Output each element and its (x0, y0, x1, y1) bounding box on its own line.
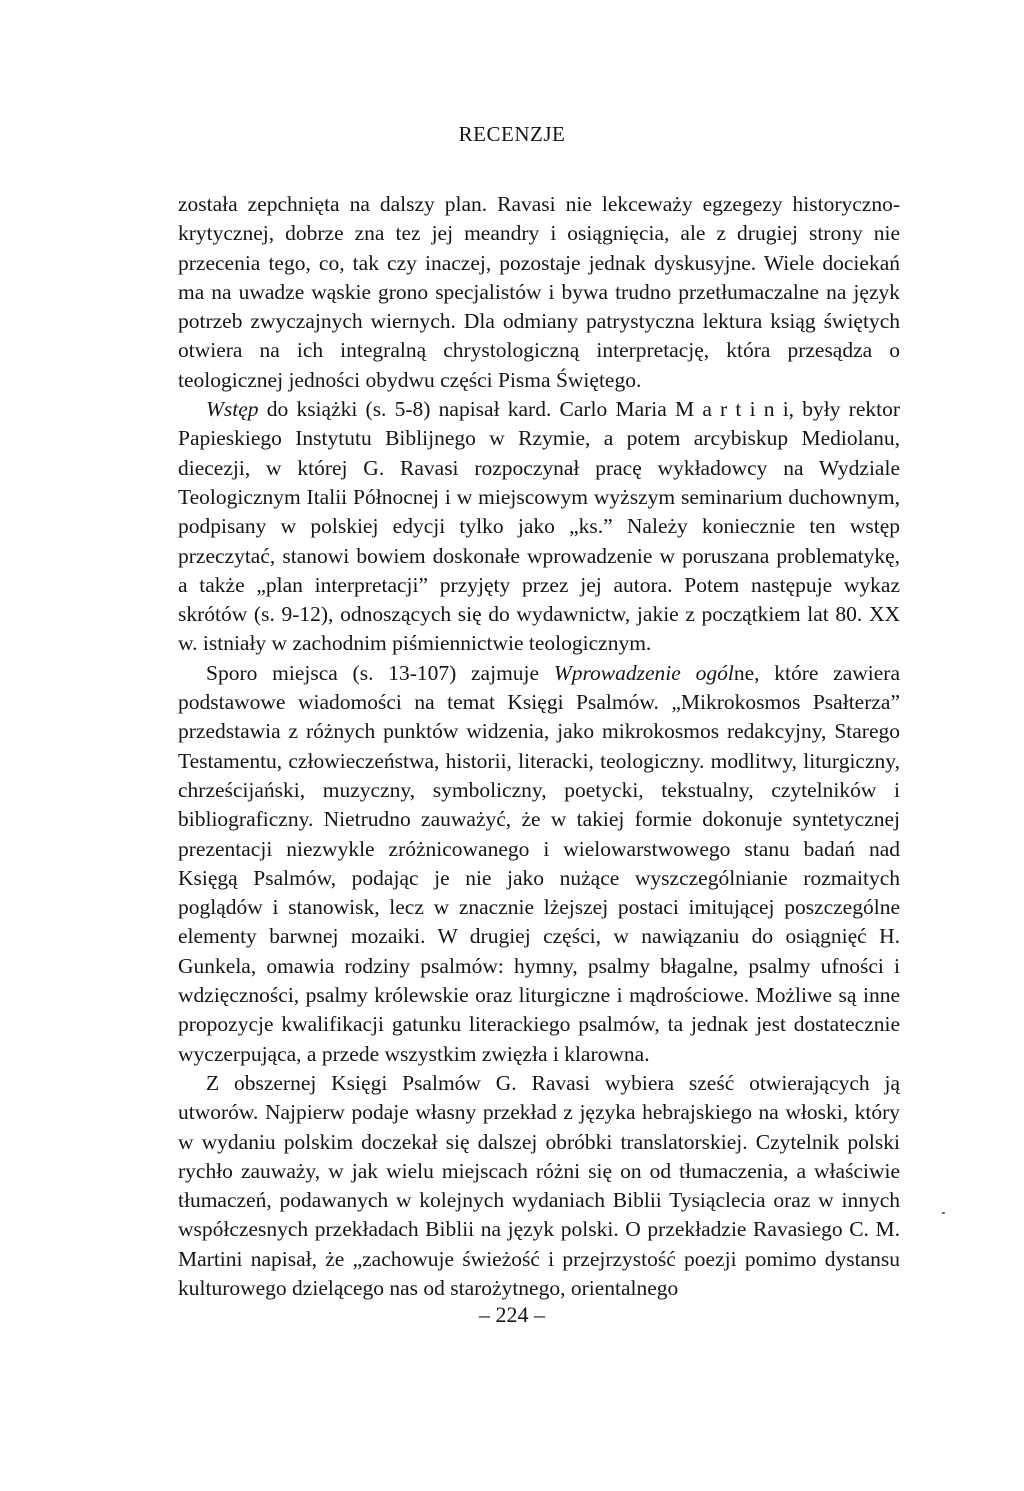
scan-speck (942, 1212, 945, 1214)
page-number: – 224 – (479, 1302, 545, 1327)
paragraph-4 (178, 1069, 900, 1303)
body-text (178, 190, 900, 1303)
paragraph-1-text: została zepchnięta na dalszy plan. Ravasi nie lekceważy egzegezy historyczno-krytycznej, dobrze zna tez jej meandry i osiągnięcia, ale z drugiej strony nie przecenia tego, co, tak czy inaczej, pozostaje jednak dyskusyjne. Wiele dociekań ma na uwadze wąskie grono specjalistów i bywa trudno przetłumaczalne na język potrzeb zwyczajnych wiernych. Dla odmiany patrystyczna lektura ksiąg świętych otwiera na ich integralną chrystologiczną interpretację, która przesądza o teologicznej jedności obydwu części Pisma Świętego. (178, 192, 900, 392)
paragraph-3-text: ne, które zawiera podstawowe wiadomości na temat Księgi Psalmów. „Mikrokosmos Psałterza” przedstawia z różnych punktów widzenia, jako mikrokosmos redakcyjny, Starego Testamentu, człowieczeństwa, historii, literacki, teologiczny. modlitwy, liturgiczny, chrześcijański, muzyczny, symboliczny, poetycki, tekstualny, czytelników i bibliograficzny. Nietrudno zauważyć, że w takiej formie dokonuje syntetycznej prezentacji niezwykle zróżnicowanego i wielowarstwowego stanu badań nad Księgą Psalmów, podając je nie jako nużące wyszczególnianie rozmaitych poglądów i stanowisk, lecz w znacznie lżejszej postaci imitującej poszczególne elementy barwnej mozaiki. W drugiej części, w nawiązaniu do osiągnięć H. Gunkela, omawia rodziny psalmów: hymny, psalmy błagalne, psalmy ufności i wdzięczności, psalmy królewskie oraz liturgiczne i mądrościowe. Możliwe są inne propozycje kwalifikacji gatunku literackiego psalmów, ta jednak jest dostatecznie wyczerpująca, a przede wszystkim zwięzła i klarowna. (178, 660, 900, 1066)
paragraph-3 (178, 659, 900, 1069)
paragraph-1 (178, 190, 900, 395)
paragraph-2-text: do książki (s. 5-8) napisał kard. Carlo Maria M a r t i n i, były rektor Papieskiego Instytutu Biblijnego w Rzymie, a potem arcybiskup Mediolanu, diecezji, w której G. Ravasi rozpoczynał pracę wykładowcy na Wydziale Teologicznym Italii Północnej i w miejscowym wyższym seminarium duchownym, podpisany w polskiej edycji tylko jako „ks.” Należy koniecznie ten wstęp przeczytać, stanowi bowiem doskonałe wprowadzenie w poruszana problematykę, a także „plan interpretacji” przyjęty przez jej autora. Potem następuje wykaz skrótów (s. 9-12), odnoszących się do wydawnictw, jakie z początkiem lat 80. XX w. istniały w zachodnim piśmiennictwie teologicznym. (178, 397, 900, 656)
running-title: RECENZJE (458, 122, 566, 146)
paragraph-4-text: Z obszernej Księgi Psalmów G. Ravasi wybiera sześć otwierających ją utworów. Najpierw podaje własny przekład z języka hebrajskiego na włoski, który w wydaniu polskim doczekał się dalszej obróbki translatorskiej. Czytelnik polski rychło zauważy, w jak wielu miejscach różni się on od tłumaczenia, a właściwie tłumaczeń, podawanych w kolejnych wydaniach Biblii Tysiąclecia oraz w innych współczesnych przekładach Biblii na język polski. O przekładzie Ravasiego C. M. Martini napisał, że „zachowuje świeżość i przejrzystość poezji pomimo dystansu kulturowego dzielącego nas od starożytnego, orientalnego (178, 1070, 900, 1300)
paragraph-2 (178, 395, 900, 659)
paragraph-2-italic-title: Wstęp (206, 397, 259, 422)
paragraph-3-lead-text: Sporo miejsca (s. 13-107) zajmuje (206, 660, 554, 685)
paragraph-3-italic-title: Wprowadzenie ogól (553, 660, 734, 685)
